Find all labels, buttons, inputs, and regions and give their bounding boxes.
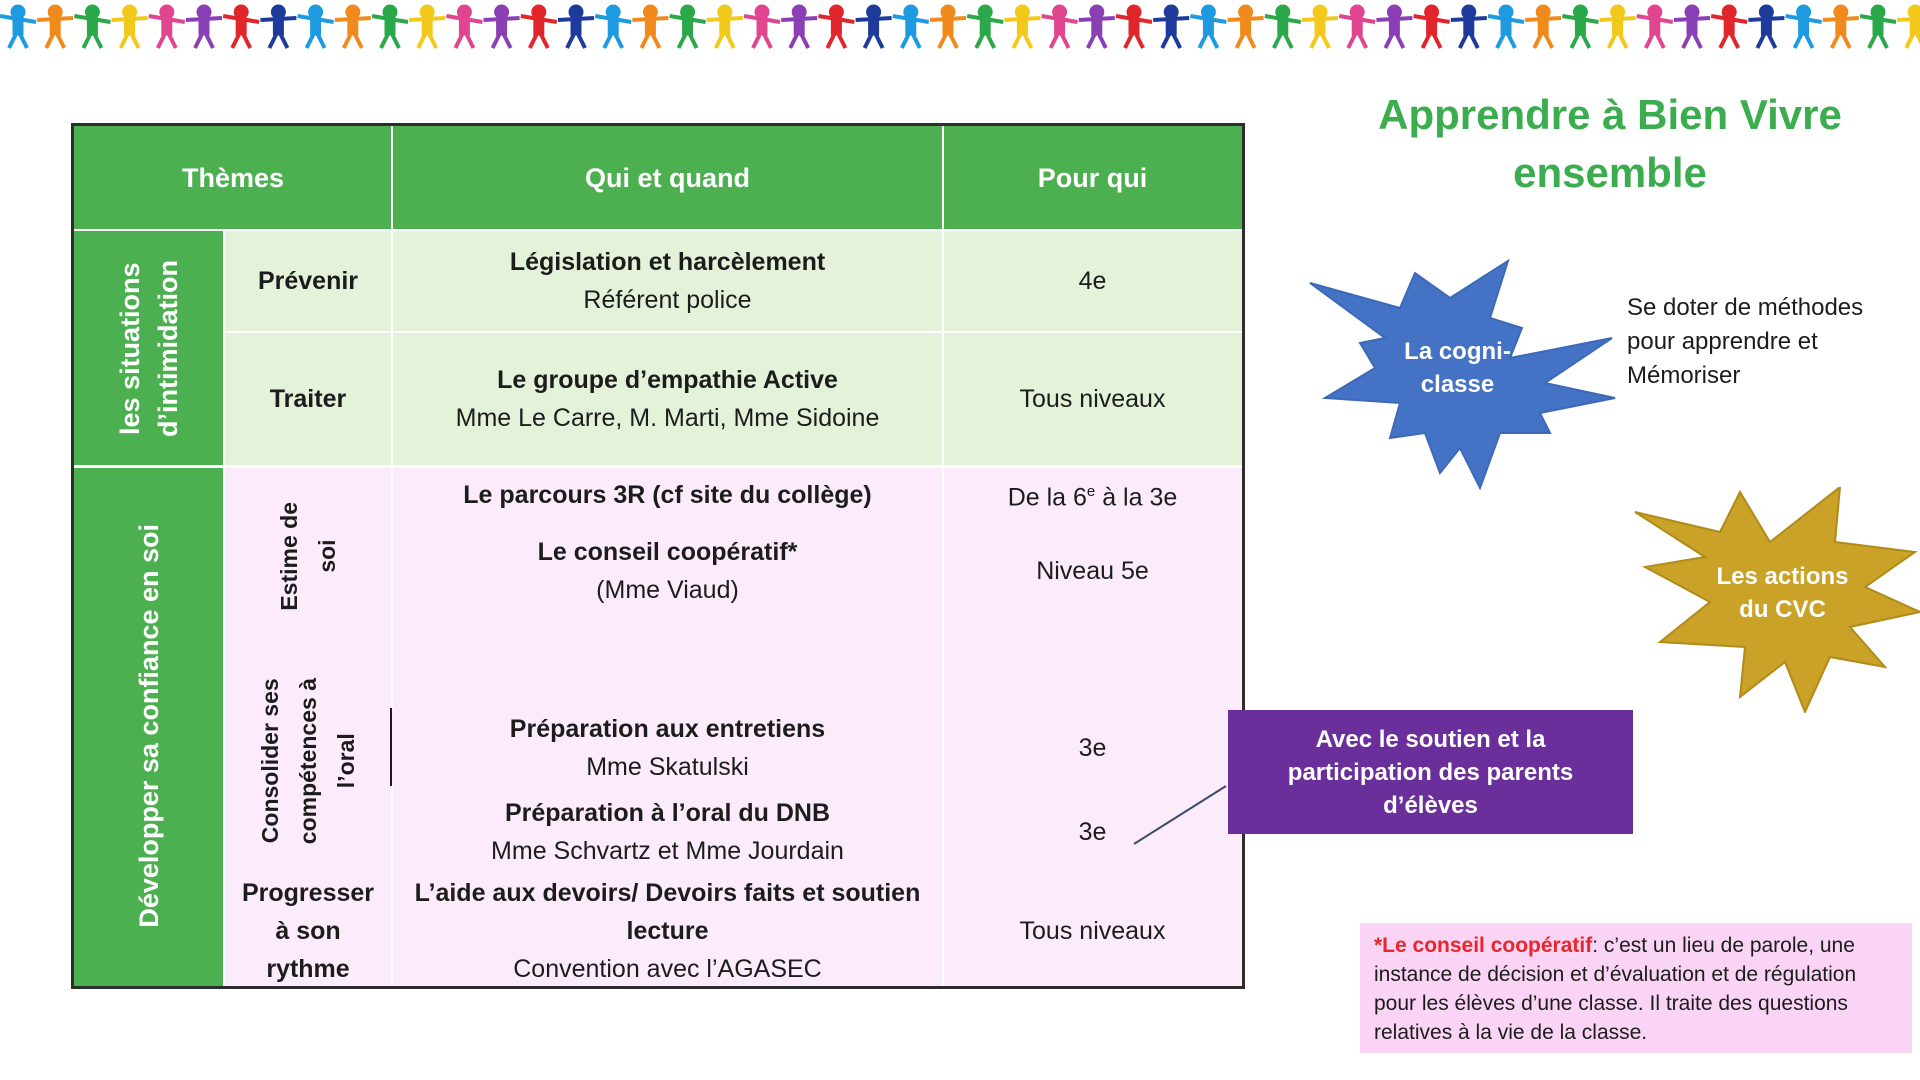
star-yellow-line-1: Les actions [1716, 563, 1849, 590]
row-prevenir-detail: Référent police [583, 286, 752, 314]
footnote-text: : c’est un lieu de parole, une instance de décision et d’évaluation et de régulation pour les élèves d’une classe. Il traite des questions relatives à la vie de la classe. [1374, 934, 1857, 1044]
subtheme-estime-line-1: Estime de [276, 501, 302, 611]
title-line-2: ensemble [1513, 149, 1707, 196]
row-dnb-title: Préparation à l’oral du DNB [504, 799, 831, 827]
star-blue-line-1: La cogni- [1404, 338, 1511, 365]
group-label-confiance [74, 466, 224, 986]
subtheme-consolider-oral [224, 646, 392, 876]
subtheme-consolider-line-1: Consolider ses [257, 678, 283, 844]
group-label-intimidation-line-1: les situations [115, 261, 145, 435]
star-blue-label [1380, 335, 1535, 401]
children-garland-icon [0, 0, 1920, 60]
group-label-intimidation [74, 230, 224, 466]
cognitive-line-1: Se doter de méthodes [1627, 294, 1864, 321]
row-aide-devoirs-title-2: lecture [626, 917, 709, 945]
parents-support-box: Avec le soutien et la participation des parents d’élèves [1228, 710, 1633, 834]
row-traiter-title: Le groupe d’empathie Active [497, 366, 838, 394]
grid-line [391, 126, 393, 466]
grid-line [74, 229, 1242, 231]
header-qui-et-quand: Qui et quand [392, 126, 943, 230]
cognitive-line-3: Mémoriser [1627, 362, 1741, 389]
subtheme-consolider-line-2: compétences à [295, 677, 321, 845]
grid-line [391, 786, 393, 986]
star-yellow-label [1700, 560, 1865, 626]
header-themes: Thèmes [74, 126, 392, 230]
row-parcours-3r-title: Le parcours 3R (cf site du collège) [463, 481, 872, 509]
group-label-confiance-text: Développer sa confiance en soi [133, 524, 164, 928]
row-aide-devoirs-title-1: L’aide aux devoirs/ Devoirs faits et soutien [414, 879, 921, 907]
star-blue-line-2: classe [1420, 371, 1495, 398]
subtheme-progresser-line-2: à son [275, 917, 341, 945]
children-banner [0, 0, 1920, 60]
group-label-intimidation-line-2: d’intimidation [153, 259, 183, 437]
subtheme-estime-de-soi [224, 466, 392, 646]
grid-line [224, 331, 1242, 333]
row-conseil-what [392, 531, 943, 611]
row-entretiens-detail: Mme Skatulski [586, 753, 749, 781]
row-traiter-who: Tous niveaux [943, 332, 1242, 466]
row-conseil-who: Niveau 5e [1036, 557, 1149, 585]
header-pour-qui: Pour qui [943, 126, 1242, 230]
cognitive-class-description [1627, 291, 1863, 393]
subtheme-consolider-line-3: l’oral [333, 733, 359, 789]
row-conseil-title: Le conseil coopératif* [537, 538, 798, 566]
row-conseil-detail: (Mme Viaud) [596, 576, 739, 604]
subtheme-traiter: Traiter [224, 332, 392, 466]
row-traiter-detail: Mme Le Carre, M. Marti, Mme Sidoine [455, 404, 880, 432]
star-yellow-line-2: du CVC [1739, 596, 1826, 623]
row-aide-devoirs-detail: Convention avec l’AGASEC [513, 955, 822, 983]
subtheme-progresser-line-1: Progresser [241, 879, 375, 907]
grid-line [942, 126, 944, 986]
row-prevenir-who: 4e [943, 230, 1242, 332]
row-entretiens-what [392, 708, 943, 788]
subtheme-progresser-line-3: rythme [266, 955, 350, 983]
program-table [71, 123, 1245, 989]
footnote-conseil-cooperatif [1360, 923, 1912, 1053]
row-prevenir-title: Législation et harcèlement [509, 248, 826, 276]
row-parcours-3r-who: De la 6e à la 3e [1007, 483, 1178, 512]
subtheme-progresser [224, 876, 392, 986]
grid-line [74, 465, 1242, 468]
cognitive-line-2: pour apprendre et [1627, 328, 1818, 355]
row-entretiens-who: 3e [1078, 734, 1107, 762]
page-title [1340, 86, 1880, 202]
connector-line [1130, 780, 1230, 850]
row-traiter-what [392, 332, 943, 466]
row-dnb-detail: Mme Schvartz et Mme Jourdain [491, 837, 844, 865]
row-prevenir-what [392, 230, 943, 332]
grid-line [223, 230, 225, 986]
subtheme-estime-line-2: soi [314, 539, 340, 573]
row-entretiens-title: Préparation aux entretiens [509, 715, 826, 743]
row-aide-devoirs-who: Tous niveaux [1019, 917, 1166, 945]
title-line-1: Apprendre à Bien Vivre [1378, 91, 1842, 138]
row-dnb-what [392, 792, 943, 872]
subtheme-prevenir: Prévenir [224, 230, 392, 332]
row-dnb-who: 3e [1078, 818, 1107, 846]
footnote-term: *Le conseil coopératif [1374, 934, 1593, 957]
row-aide-devoirs-what [392, 876, 943, 986]
grid-line [391, 466, 393, 708]
